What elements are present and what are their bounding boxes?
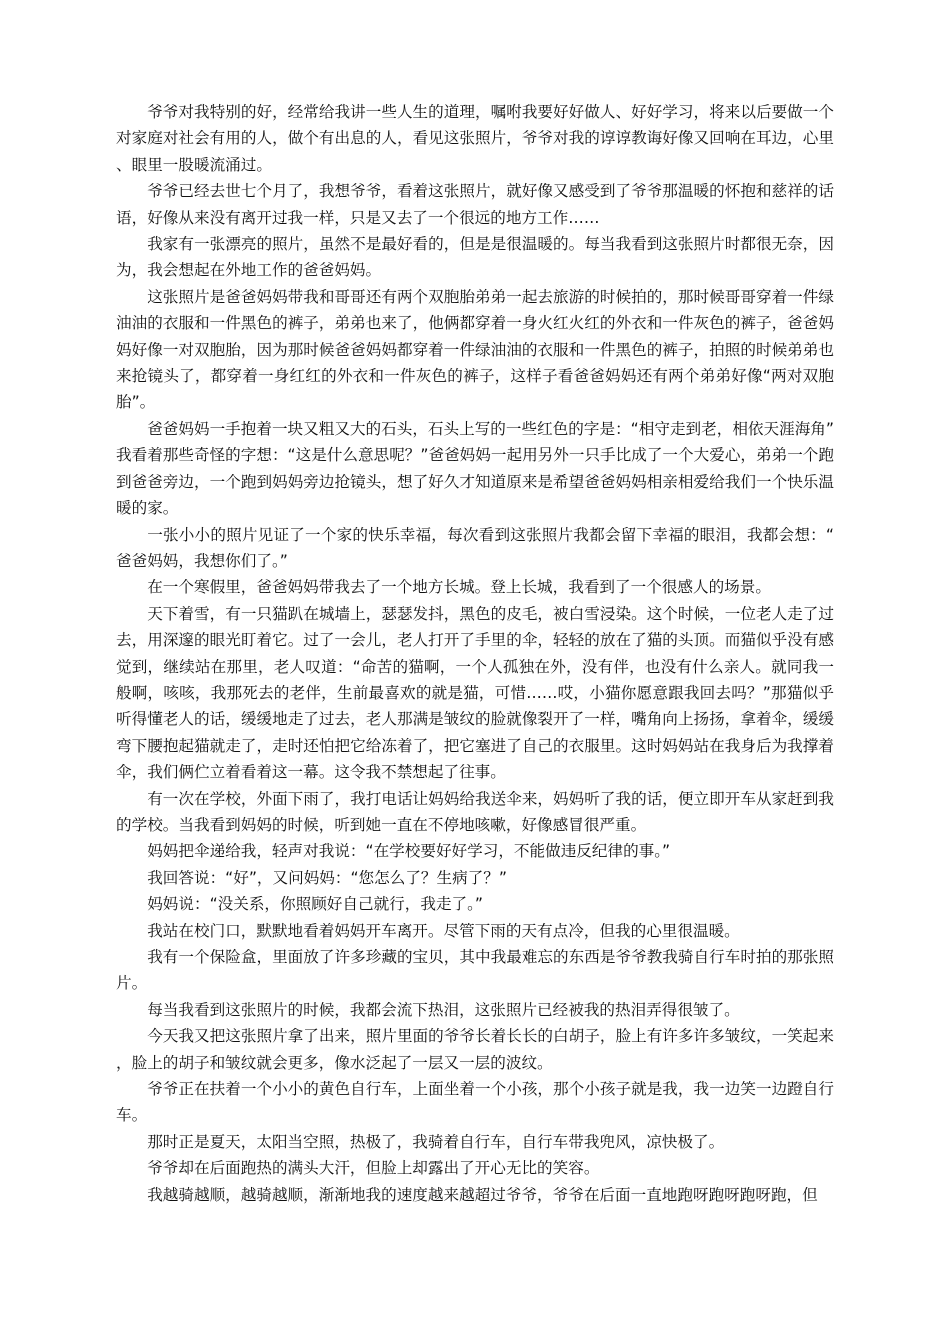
- paragraph: 有一次在学校，外面下雨了，我打电话让妈妈给我送伞来，妈妈听了我的话，便立即开车从家赶到我的学校。当我看到妈妈的时候，听到她一直在不停地咳嗽，好像感冒很严重。: [116, 789, 834, 834]
- paragraph: 在一个寒假里，爸爸妈妈带我去了一个地方长城。登上长城，我看到了一个很感人的场景。: [147, 578, 771, 597]
- paragraph: 我越骑越顺，越骑越顺，渐渐地我的速度越来越超过爷爷，爷爷在后面一直地跑呀跑呀跑呀跑，但: [147, 1185, 818, 1204]
- document-body: [116, 99, 834, 1208]
- paragraph: 爷爷对我特别的好，经常给我讲一些人生的道理，嘱咐我要好好做人、好好学习，将来以后要做一个对家庭对社会有用的人，做个有出息的人，看见这张照片，爷爷对我的谆谆教诲好像又回响在耳边，心里、眼里一股暖流涌过。: [116, 103, 834, 174]
- paragraph: 妈妈说：“没关系，你照顾好自己就行，我走了。”: [147, 895, 484, 914]
- paragraph: 爷爷正在扶着一个小小的黄色自行车，上面坐着一个小孩，那个小孩子就是我，我一边笑一边蹬自行车。: [116, 1080, 834, 1125]
- paragraph: 每当我看到这张照片的时候，我都会流下热泪，这张照片已经被我的热泪弄得很皱了。: [147, 1000, 740, 1019]
- paragraph: 今天我又把这张照片拿了出来，照片里面的爷爷长着长长的白胡子，脸上有许多许多皱纹，一笑起来，脸上的胡子和皱纹就会更多，像水泛起了一层又一层的波纹。: [116, 1027, 834, 1072]
- paragraph: 妈妈把伞递给我，轻声对我说：“在学校要好好学习，不能做违反纪律的事。”: [147, 842, 671, 861]
- paragraph: 爷爷却在后面跑热的满头大汗，但脸上却露出了开心无比的笑容。: [147, 1159, 600, 1178]
- paragraph: 这张照片是爸爸妈妈带我和哥哥还有两个双胞胎弟弟一起去旅游的时候拍的，那时候哥哥穿着一件绿油油的衣服和一件黑色的裤子，弟弟也来了，他俩都穿着一身火红火红的外衣和一件灰色的裤子，爸爸妈妈好像一对双胞胎，因为那时候爸爸妈妈都穿着一件绿油油的衣服和一件黑色的裤子，拍照的时候弟弟也来抢镜头了，都穿着一身红红的外衣和一件灰色的裤子，这样子看爸爸妈妈还有两个弟弟好像“两对双胞胎”。: [116, 287, 834, 412]
- paragraph: 我有一个保险盒，里面放了许多珍藏的宝贝，其中我最难忘的东西是爷爷教我骑自行车时拍的那张照片。: [116, 948, 834, 993]
- paragraph: 我回答说：“好”，又问妈妈：“您怎么了？生病了？”: [147, 868, 507, 887]
- paragraph: 爸爸妈妈一手抱着一块又粗又大的石头，石头上写的一些红色的字是：“相守走到老，相依天涯海角”我看着那些奇怪的字想：“这是什么意思呢？”爸爸妈妈一起用另外一只手比成了一个大爱心，弟弟一个跑到爸爸旁边，一个跑到妈妈旁边抢镜头，想了好久才知道原来是希望爸爸妈妈相亲相爱给我们一个快乐温暖的家。: [116, 419, 834, 518]
- paragraph: 我家有一张漂亮的照片，虽然不是最好看的，但是是很温暖的。每当我看到这张照片时都很无奈，因为，我会想起在外地工作的爸爸妈妈。: [116, 235, 834, 280]
- paragraph: 爷爷已经去世七个月了，我想爷爷，看着这张照片，就好像又感受到了爷爷那温暖的怀抱和慈祥的话语，好像从来没有离开过我一样，只是又去了一个很远的地方工作……: [116, 182, 834, 227]
- paragraph: 一张小小的照片见证了一个家的快乐幸福，每次看到这张照片我都会留下幸福的眼泪，我都会想：“爸爸妈妈，我想你们了。”: [116, 525, 834, 570]
- paragraph: 我站在校门口，默默地看着妈妈开车离开。尽管下雨的天有点冷，但我的心里很温暖。: [147, 921, 740, 940]
- paragraph: 天下着雪，有一只猫趴在城墙上，瑟瑟发抖，黑色的皮毛，被白雪浸染。这个时候，一位老人走了过去，用深邃的眼光盯着它。过了一会儿，老人打开了手里的伞，轻轻的放在了猫的头顶。而猫似乎没有感觉到，继续站在那里，老人叹道：“命苦的猫啊，一个人孤独在外，没有伴，也没有什么亲人。就同我一般啊，咳咳，我那死去的老伴，生前最喜欢的就是猫，可惜……哎，小猫你愿意跟我回去吗？”那猫似乎听得懂老人的话，缓缓地走了过去，老人那满是皱纹的脸就像裂开了一样，嘴角向上扬扬，拿着伞，缓缓弯下腰抱起猫就走了，走时还怕把它给冻着了，把它塞进了自己的衣服里。这时妈妈站在我身后为我撑着伞，我们俩伫立着看着这一幕。这令我不禁想起了往事。: [116, 604, 834, 782]
- paragraph: 那时正是夏天，太阳当空照，热极了，我骑着自行车，自行车带我兜风，凉快极了。: [147, 1132, 725, 1151]
